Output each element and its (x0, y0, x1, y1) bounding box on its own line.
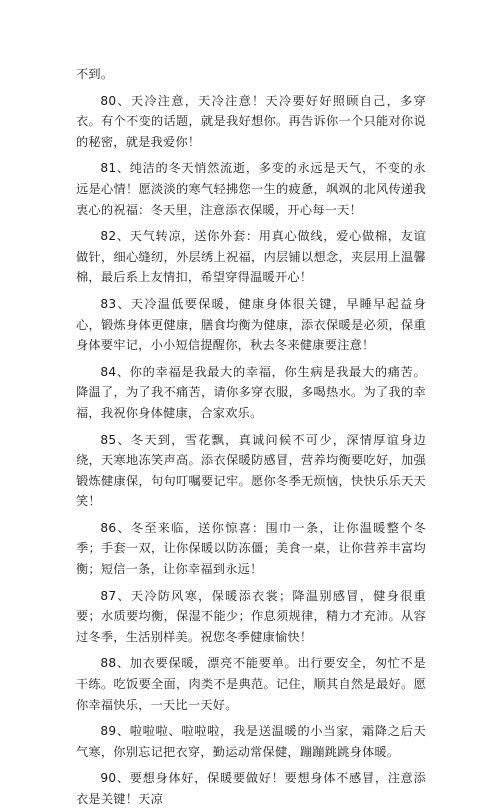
paragraph-88: 88、加衣要保暖，漂亮不能要单。出行要安全，匆忙不是干练。吃饭要全面，肉类不是典范。记住，顺其自然是最好。愿你幸福快乐，一天比一天好。 (76, 656, 426, 712)
paragraph-82: 82、天气转凉，送你外套：用真心做线，爱心做棉，友谊做针，细心缝纫，外层绣上祝福，内层铺以想念，夹层用上温馨棉，最后系上友情扣，希望穿得温暖开心！ (76, 229, 426, 285)
paragraph-89: 89、啦啦啦、啦啦啦，我是送温暖的小当家，霜降之后天气寒，你别忘记把衣穿，勤运动常保健，蹦蹦跳跳身体暖。 (76, 724, 426, 759)
paragraph-87: 87、天冷防风寒，保暖添衣裳；降温别感冒，健身很重要；水质要均衡，保湿不能少；作息须规律，精力才充沛。从容过冬季，生活别样美。祝您冬季健康愉快！ (76, 588, 426, 644)
paragraph-86: 86、冬至来临，送你惊喜：围巾一条，让你温暖整个冬季；手套一双，让你保暖以防冻僵；美食一桌，让你营养丰富均衡；短信一条，让你幸福到永远！ (76, 520, 426, 577)
document-page (76, 64, 426, 810)
paragraph-83: 83、天冷温低要保暖，健康身体很关键，早睡早起益身心，锻炼身体更健康，膳食均衡为健康，添衣保暖是必须，保重身体要牢记，小小短信提醒你，秋去冬来健康要注意！ (76, 296, 426, 353)
paragraph-85: 85、冬天到，雪花飘，真诚问候不可少，深情厚谊身边绕，天寒地冻笑声高。添衣保暖防感冒，营养均衡要吃好，加强锻炼健康保，句句叮嘱要记牢。愿你冬季无烦恼，快快乐乐天天笑！ (76, 432, 426, 509)
paragraph-81: 81、纯洁的冬天悄然流逝，多变的永远是天气，不变的永远是心情！愿淡淡的寒气轻拂您一生的疲惫，飒飒的北风传递我衷心的祝福：冬天里，注意添衣保暖，开心每一天！ (76, 161, 426, 217)
paragraph-continuation: 不到。 (76, 67, 114, 81)
paragraph-80: 80、天冷注意，天冷注意！天冷要好好照顾自己，多穿衣。有个不变的话题，就是我好想你。再告诉你一个只能对你说的秘密，就是我爱你！ (76, 93, 426, 149)
paragraph-90: 90、要想身体好，保暖要做好！要想身体不感冒，注意添衣是关键！天凉 (76, 771, 426, 806)
paragraph-84: 84、你的幸福是我最大的幸福，你生病是我最大的痛苦。降温了，为了我不痛苦，请你多穿衣服，多喝热水。为了我的幸福，我祝你身体健康，合家欢乐。 (76, 364, 426, 420)
